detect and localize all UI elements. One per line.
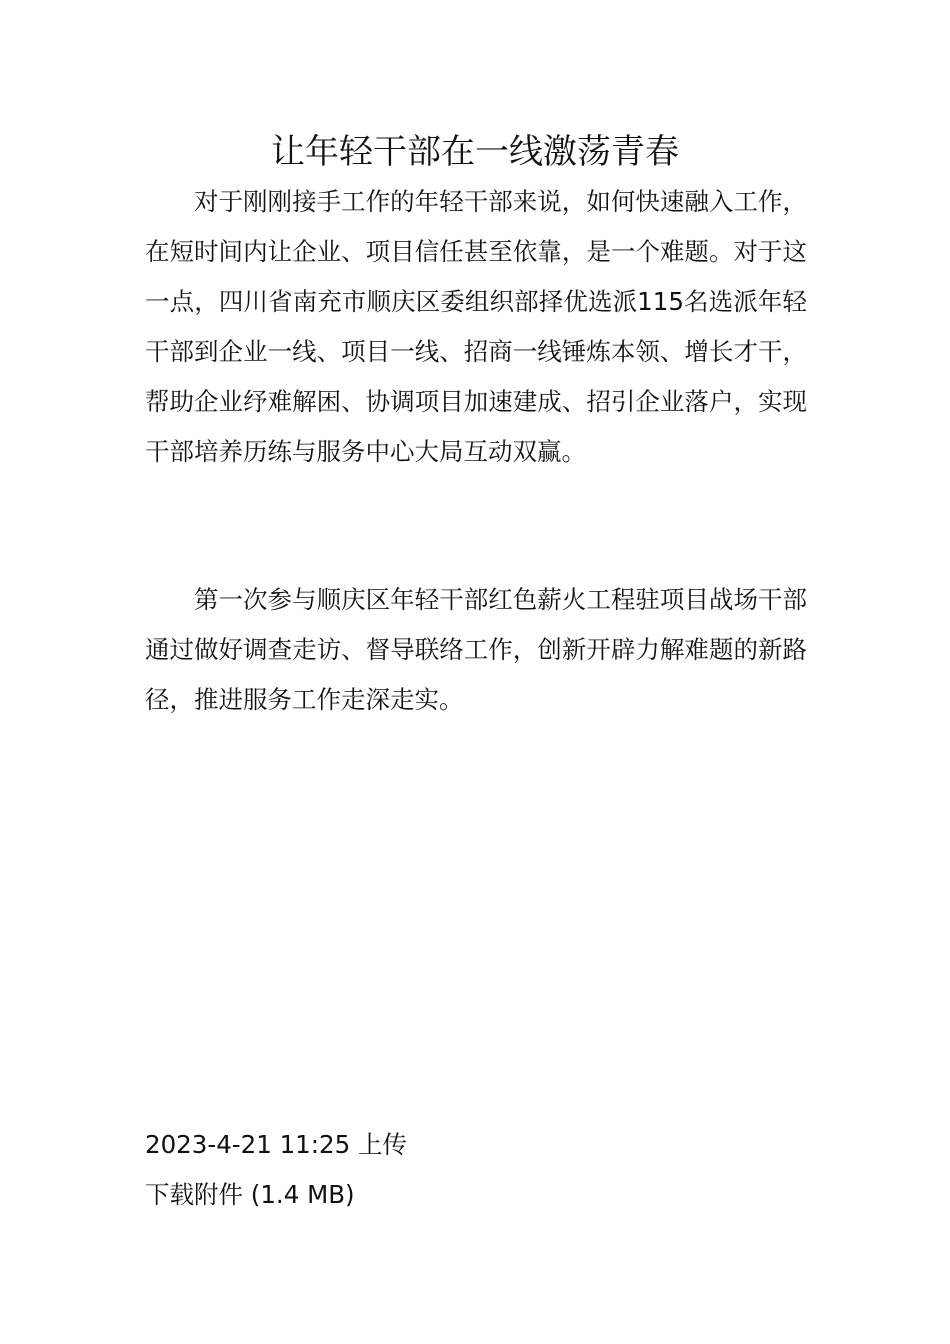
article-title: 让年轻干部在一线激荡青春 bbox=[271, 132, 679, 172]
article-paragraph-1: 对于刚刚接手工作的年轻干部来说，如何快速融入工作，在短时间内让企业、项目信任甚至依靠，是一个难题。对于这一点，四川省南充市顺庆区委组织部择优选派115名选派年轻干部到企业一线、项目一线、招商一线锤炼本领、增长才干，帮助企业纾难解困、协调项目加速建成、招引企业落户，实现干部培养历练与服务中心大局互动双赢。 bbox=[145, 187, 807, 466]
article-paragraph-2: 第一次参与顺庆区年轻干部红色薪火工程驻项目战场干部通过做好调查走访、督导联络工作，创新开辟力解难题的新路径，推进服务工作走深走实。 bbox=[145, 585, 807, 714]
upload-timestamp: 2023-4-21 11:25 上传 bbox=[145, 1130, 407, 1159]
download-attachment-link[interactable]: 下载附件 (1.4 MB) bbox=[145, 1180, 355, 1209]
